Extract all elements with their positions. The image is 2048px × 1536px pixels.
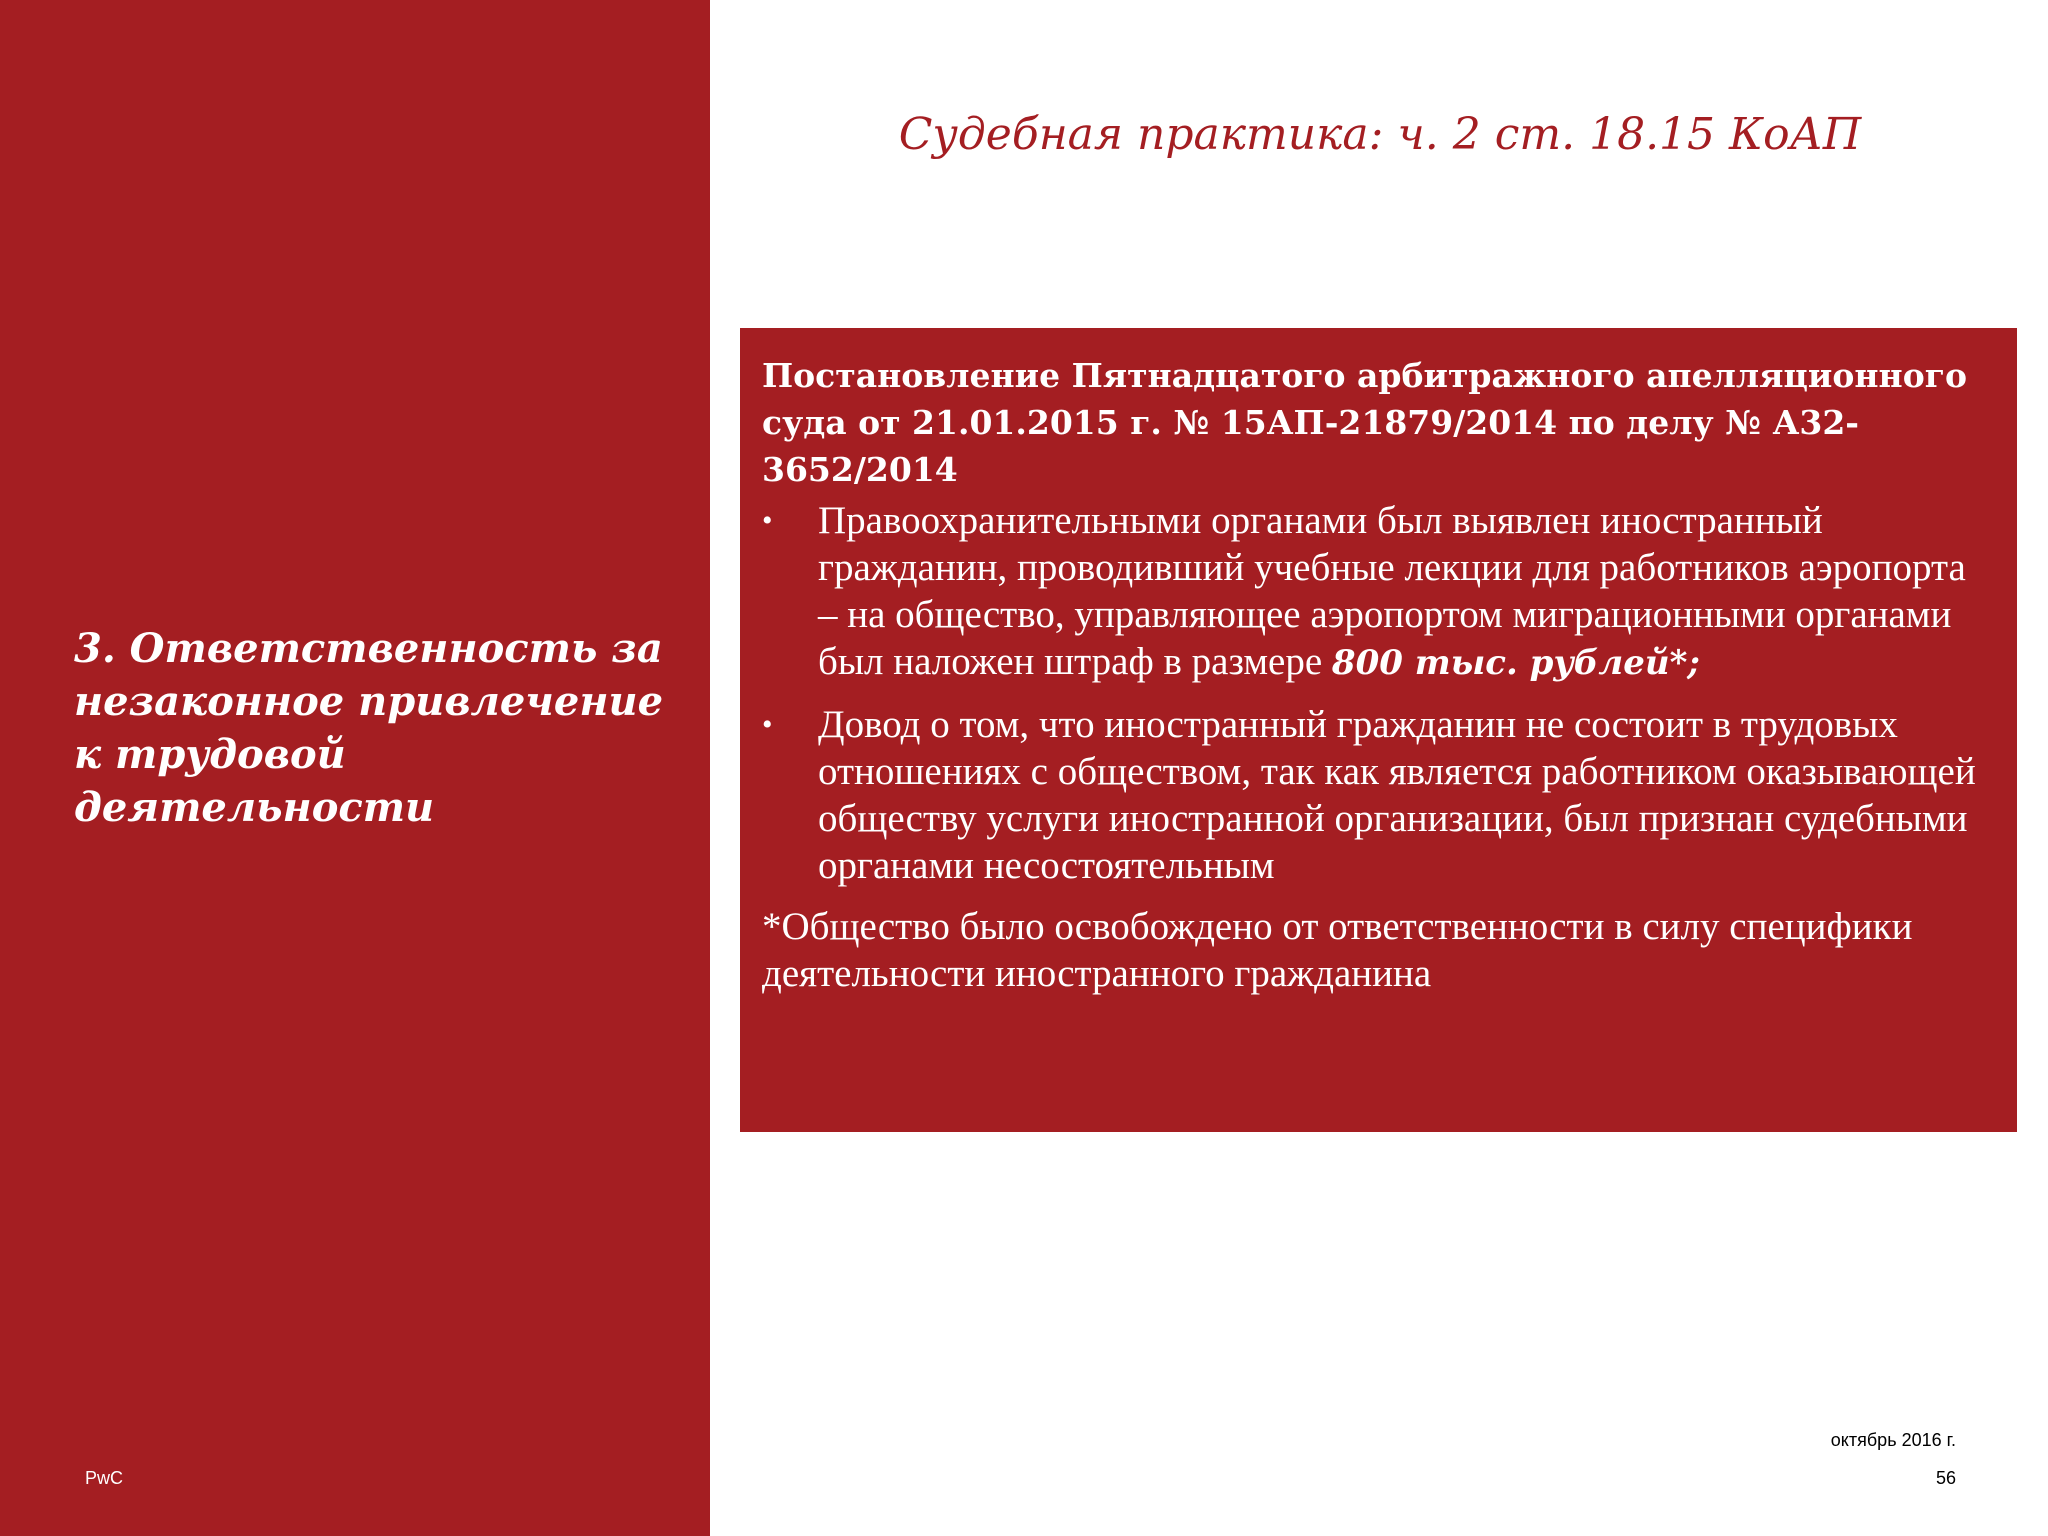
section-title: 3. Ответственность за незаконное привлечение к трудовой деятельности: [74, 625, 664, 831]
case-item-text: Правоохранительными органами был выявлен иностранный гражданин, проводивший учебные лекции для работников аэропорта – на общество, управляющее аэропортом миграционными органами был наложен штраф в размере: [818, 499, 1966, 683]
case-item-argument: [762, 701, 1987, 889]
page-number: 56: [1935, 1468, 1956, 1488]
case-item-fine: [762, 497, 1987, 687]
case-item-text: Довод о том, что иностранный гражданин не состоит в трудовых отношениях с обществом, так как является работником оказывающей обществу услуги иностранной организации, был признан судебными органами несостоятельным: [818, 703, 1976, 887]
footer-date: октябрь 2016 г.: [1830, 1430, 1956, 1450]
case-note: *Общество было освобождено от ответственности в силу специфики деятельности иностранного гражданина: [762, 905, 1913, 995]
case-list: [762, 497, 1987, 889]
bullet-icon: •: [762, 708, 773, 741]
fine-amount: 800 тыс. рублей*;: [1331, 643, 1700, 683]
case-box: [740, 328, 2017, 1132]
left-panel: [0, 0, 710, 1536]
brand-label: PwC: [85, 1468, 124, 1488]
page-title: Судебная практика: ч. 2 ст. 18.15 КоАП: [898, 109, 1862, 160]
bullet-icon: •: [762, 504, 773, 537]
case-heading: Постановление Пятнадцатого арбитражного апелляционного суда от 21.01.2015 г. № 15АП-21879/2014 по делу № А32-3652/2014: [762, 356, 1967, 489]
